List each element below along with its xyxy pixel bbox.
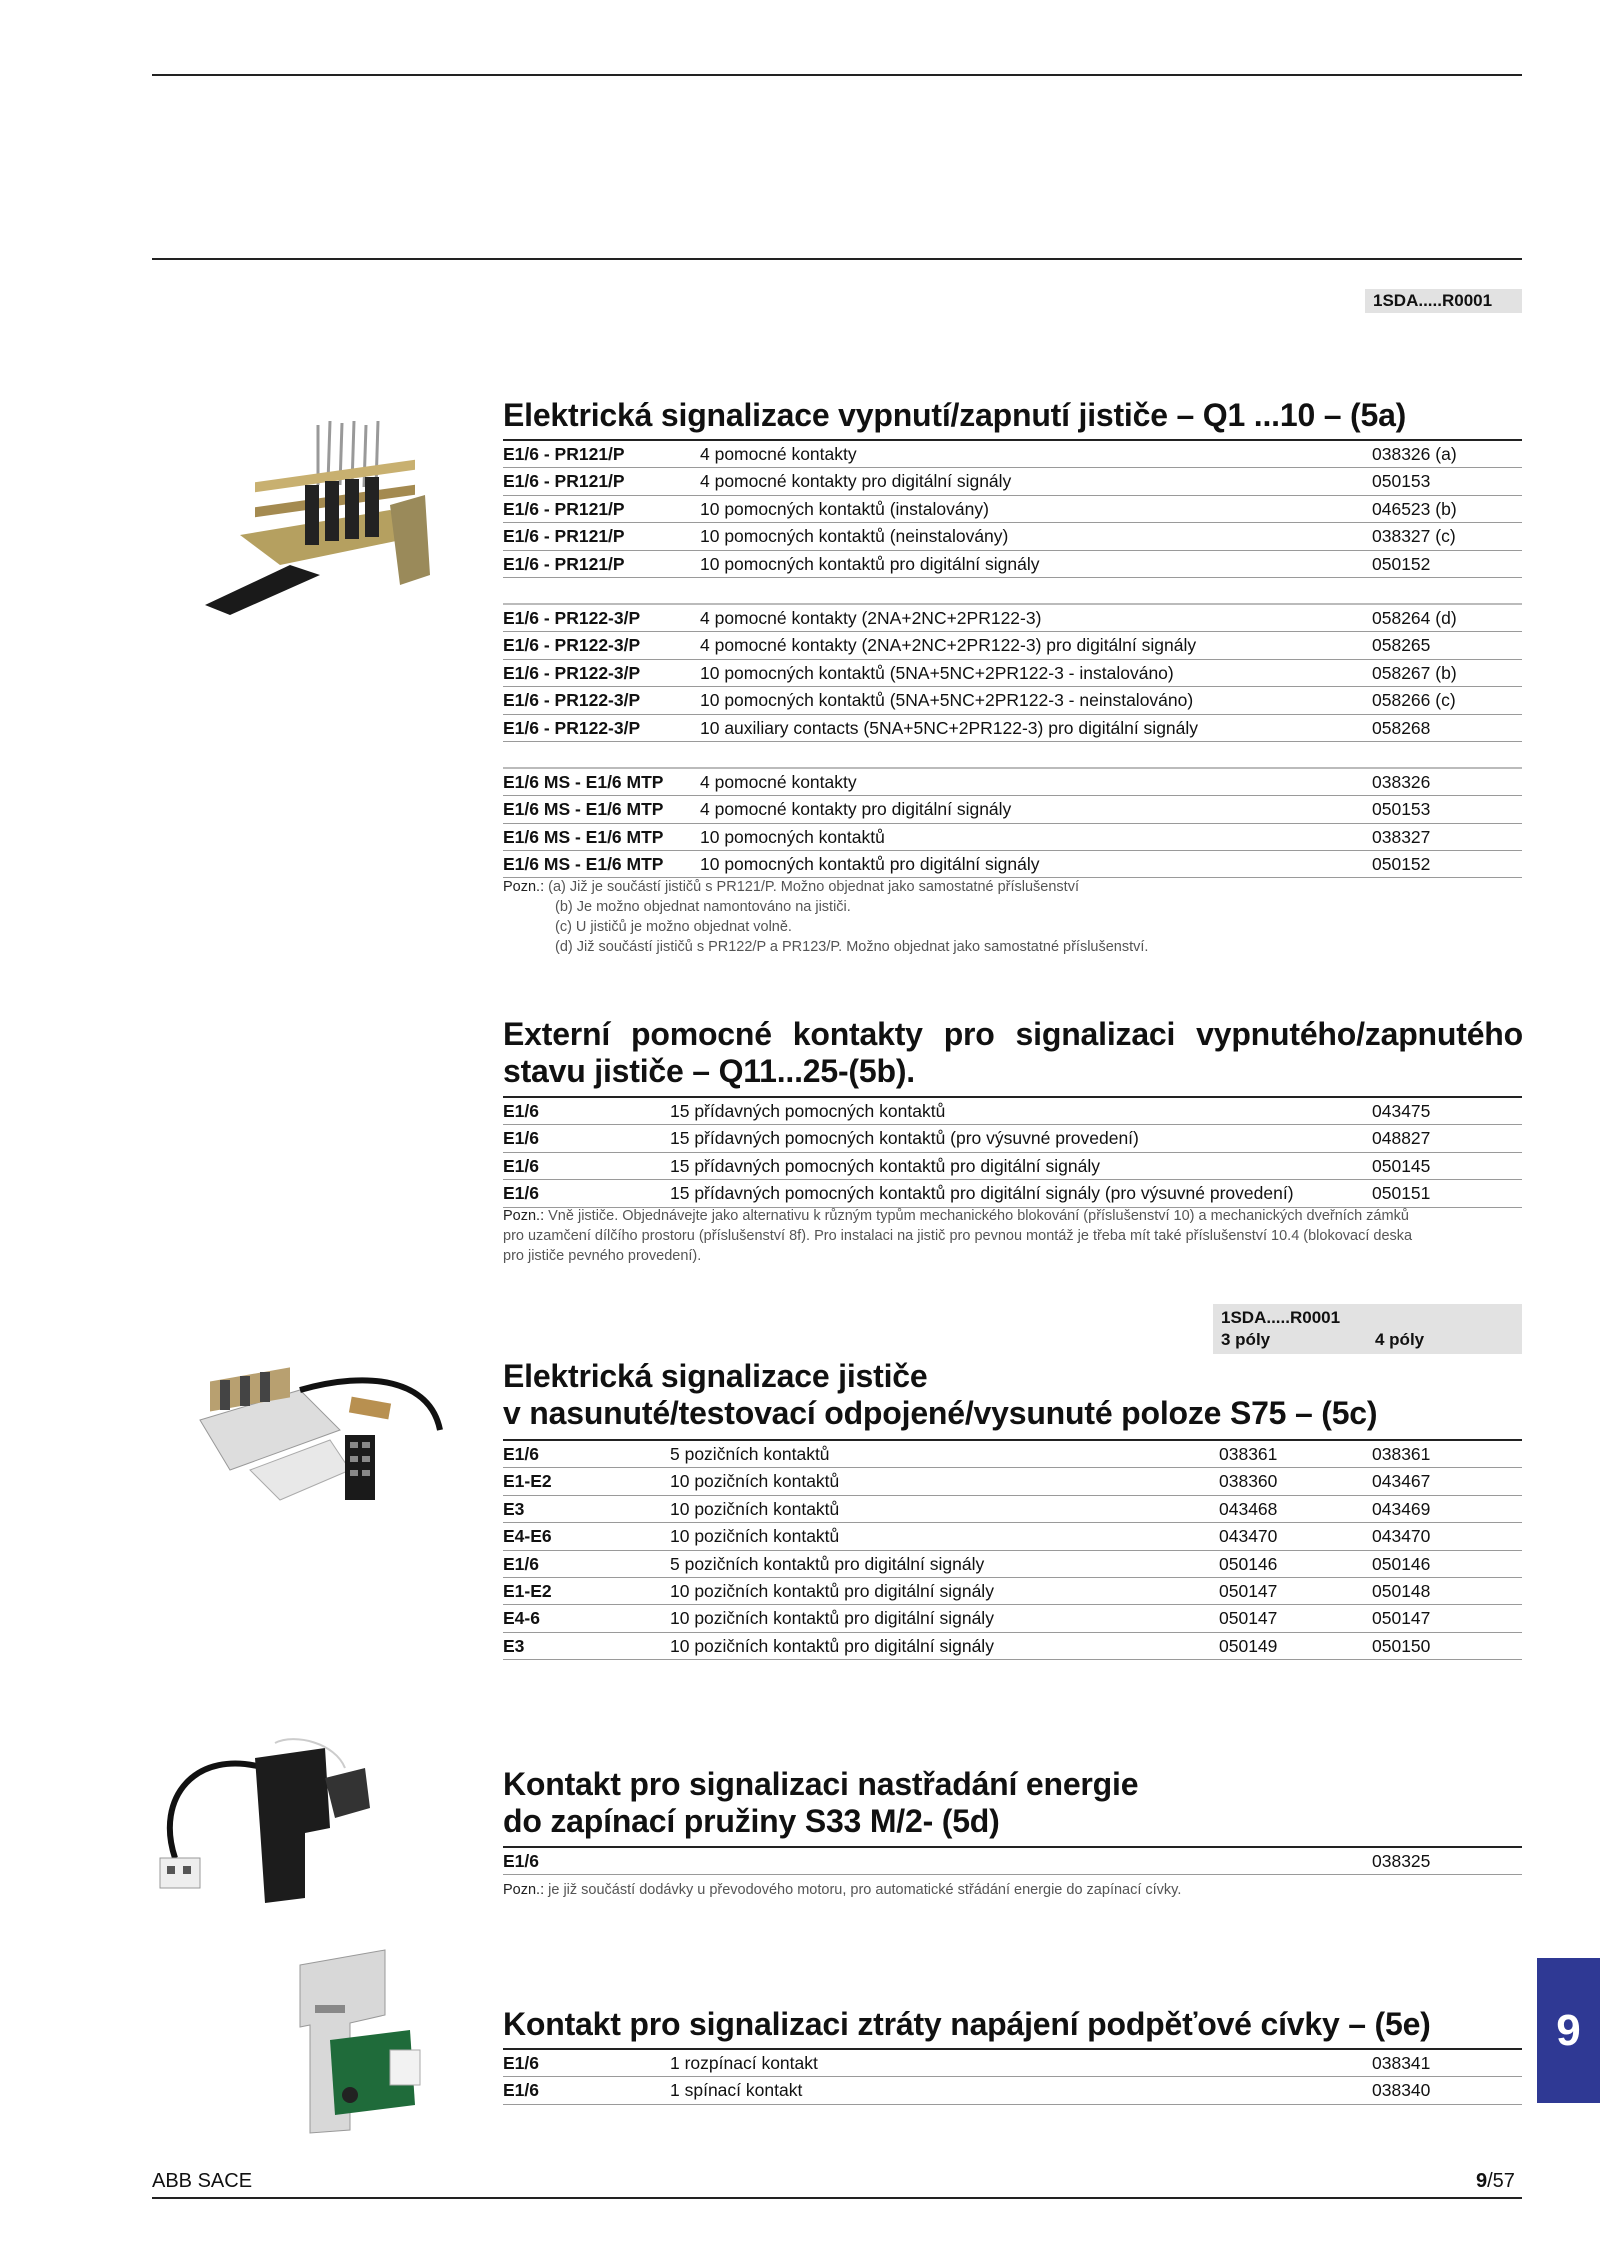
table-row: [503, 1180, 1522, 1207]
table-cell-model: E1/6 MS - E1/6 MTP: [503, 799, 664, 820]
section-5e-table: [503, 2048, 1522, 2105]
table-cell-description: 10 pomocných kontaktů (5NA+5NC+2PR122-3 - neinstalováno): [700, 690, 1194, 711]
section-5d-title-line1: Kontakt pro signalizaci nastřadání energie: [503, 1766, 1139, 1802]
table-cell-description: 10 pomocných kontaktů pro digitální signály: [700, 854, 1040, 875]
table-cell-code: 050147: [1219, 1580, 1278, 1601]
top-rule: [152, 74, 1522, 76]
note-line1: Vně jističe. Objednávejte jako alternativu k různým typům mechanického blokování (příslušenství 10) a mechanických dveřních zámků: [548, 1208, 1409, 1224]
note-label: Pozn.:: [503, 879, 545, 895]
table-row: [503, 1846, 1522, 1875]
note-a: (a) Již je součástí jističů s PR121/P. Možno objednat jako samostatné příslušenství: [548, 879, 1079, 895]
footer-page-number: [1476, 2170, 1515, 2193]
table-row: [503, 687, 1522, 714]
section-5a-title: Elektrická signalizace vypnutí/zapnutí jističe – Q1 ...10 – (5a): [503, 397, 1407, 433]
table-row: [503, 660, 1522, 687]
note-line3: pro jističe pevného provedení).: [503, 1248, 702, 1264]
table-row: [503, 439, 1522, 468]
table-cell-code: 038340: [1372, 2080, 1431, 2101]
section-5b-title-line2: stavu jističe – Q11...25-(5b).: [503, 1053, 915, 1089]
section-5a-notes: [503, 877, 1523, 957]
table-cell-model: E1-E2: [503, 1580, 552, 1601]
table-cell-model: E1/6 - PR121/P: [503, 498, 625, 519]
table-cell-code-4p: 043470: [1372, 1526, 1431, 1547]
table-cell-model: E1/6 - PR121/P: [503, 553, 625, 574]
table-cell-code-4p: 050148: [1372, 1580, 1431, 1601]
table-row: [503, 1551, 1522, 1578]
table-cell-code: 048827: [1372, 1128, 1431, 1149]
page-total: /57: [1487, 2170, 1515, 2192]
table-cell-description: 5 pozičních kontaktů: [670, 1444, 830, 1464]
note-line2: pro uzamčení dílčího prostoru (příslušenství 8f). Pro instalaci na jistič pro pevnou montáž je třeba mít také příslušenství 10.4 (blokovací deska: [503, 1228, 1413, 1244]
table-cell-code: 043470: [1219, 1526, 1278, 1547]
table-cell-model: E4-6: [503, 1608, 540, 1629]
table-cell-code: 050152: [1372, 553, 1431, 574]
table-cell-code: 038360: [1219, 1471, 1278, 1492]
table-cell-model: E1/6: [503, 1183, 539, 1204]
section-5c-code-header: [1213, 1304, 1522, 1354]
table-cell-code: 038325: [1372, 1851, 1431, 1871]
table-row: [503, 1496, 1522, 1523]
table-row: [503, 2077, 1522, 2104]
table-cell-description: 4 pomocné kontakty (2NA+2NC+2PR122-3): [700, 607, 1042, 628]
table-cell-code: 058267 (b): [1372, 662, 1457, 683]
section-5c-title-line1: Elektrická signalizace jističe: [503, 1358, 928, 1394]
table-row: [503, 1096, 1522, 1125]
table-row: [503, 1605, 1522, 1632]
table-row: [503, 523, 1522, 550]
table-cell-model: E1/6: [503, 2053, 539, 2073]
table-cell-code: 050151: [1372, 1183, 1431, 1204]
table-row: [503, 1633, 1522, 1660]
table-cell-code: 058264 (d): [1372, 607, 1457, 628]
section-5a-table: [503, 439, 1522, 878]
table-row: [503, 1125, 1522, 1152]
col-4-poles: 4 póly: [1375, 1330, 1425, 1349]
section-5d-title-line2: do zapínací pružiny S33 M/2- (5d): [503, 1803, 1000, 1839]
table-cell-description: 10 pozičních kontaktů: [670, 1498, 840, 1519]
table-cell-model: E1/6: [503, 1553, 539, 1574]
table-cell-code-4p: 050146: [1372, 1553, 1431, 1574]
section-5c-code: 1SDA.....R0001: [1221, 1308, 1341, 1327]
table-cell-description: 10 auxiliary contacts (5NA+5NC+2PR122-3) pro digitální signály: [700, 717, 1199, 738]
table-cell-code: 050152: [1372, 854, 1431, 875]
section-5b-title: [503, 1016, 1523, 1090]
table-cell-code: 038341: [1372, 2053, 1431, 2073]
table-cell-code-4p: 038361: [1372, 1444, 1431, 1464]
table-row: [503, 851, 1522, 878]
table-cell-description: 1 rozpínací kontakt: [670, 2053, 818, 2073]
table-cell-description: 10 pomocných kontaktů: [700, 826, 885, 847]
table-row: [503, 824, 1522, 851]
spring-charged-contact-image: [155, 1738, 375, 1908]
table-cell-description: 4 pomocné kontakty (2NA+2NC+2PR122-3) pro digitální signály: [700, 635, 1197, 656]
table-cell-code: 038326 (a): [1372, 444, 1457, 464]
note-label: Pozn.:: [503, 1208, 545, 1224]
table-row: [503, 1468, 1522, 1495]
section-5d-table: [503, 1846, 1522, 1875]
table-cell-code: 058266 (c): [1372, 690, 1456, 711]
note-d: (d) Již součástí jističů s PR122/P a PR123/P. Možno objednat jako samostatné příslušenství.: [555, 939, 1149, 955]
table-cell-description: 10 pozičních kontaktů pro digitální signály: [670, 1608, 994, 1629]
table-row: [503, 496, 1522, 523]
section-5c-table: [503, 1439, 1522, 1660]
position-contacts-image: [190, 1360, 470, 1510]
table-row: [503, 1153, 1522, 1180]
table-cell-description: 4 pomocné kontakty: [700, 771, 857, 792]
table-cell-description: 10 pozičních kontaktů: [670, 1526, 840, 1547]
table-cell-model: E1/6 - PR122-3/P: [503, 662, 641, 683]
section-5d-note: [503, 1880, 1523, 1900]
section-5c-title-line2: v nasunuté/testovací odpojené/vysunuté poloze S75 – (5c): [503, 1395, 1378, 1431]
table-cell-description: 4 pomocné kontakty: [700, 444, 857, 464]
table-cell-model: E1/6 - PR121/P: [503, 444, 625, 464]
table-cell-code: 050146: [1219, 1553, 1278, 1574]
chapter-tab: 9: [1537, 1958, 1600, 2103]
table-cell-code: 050145: [1372, 1155, 1431, 1176]
table-cell-model: E1/6 - PR122-3/P: [503, 607, 641, 628]
table-row: [503, 767, 1522, 796]
note-c: (c) U jističů je možno objednat volně.: [555, 919, 792, 935]
table-cell-model: E1/6: [503, 1101, 539, 1121]
table-cell-description: 10 pozičních kontaktů: [670, 1471, 840, 1492]
table-cell-description: 1 spínací kontakt: [670, 2080, 803, 2101]
table-cell-model: E1-E2: [503, 1471, 552, 1492]
table-cell-code: 050147: [1219, 1608, 1278, 1629]
table-cell-description: 10 pozičních kontaktů pro digitální signály: [670, 1580, 994, 1601]
note-label: Pozn.:: [503, 1882, 545, 1898]
table-row: [503, 603, 1522, 632]
auxiliary-contacts-image: [200, 415, 440, 615]
table-cell-description: 10 pomocných kontaktů pro digitální signály: [700, 553, 1040, 574]
table-cell-code-4p: 050147: [1372, 1608, 1431, 1629]
table-row: [503, 632, 1522, 659]
table-cell-description: 15 přídavných pomocných kontaktů pro digitální signály: [670, 1155, 1100, 1176]
table-cell-model: E3: [503, 1498, 525, 1519]
note-text: je již součástí dodávky u převodového motoru, pro automatické střádání energie do zapínací cívky.: [548, 1882, 1182, 1898]
table-row: [503, 796, 1522, 823]
order-code-header: 1SDA.....R0001: [1365, 289, 1522, 313]
table-cell-model: E1/6 - PR121/P: [503, 526, 625, 547]
undervoltage-contact-image: [290, 1945, 440, 2135]
table-cell-code: 038327: [1372, 826, 1431, 847]
table-cell-model: E4-E6: [503, 1526, 552, 1547]
section-5b-table: [503, 1096, 1522, 1208]
col-3-poles: 3 póly: [1221, 1330, 1271, 1349]
table-cell-model: E1/6 MS - E1/6 MTP: [503, 771, 664, 792]
page-chapter: 9: [1476, 2170, 1488, 2192]
table-cell-code: 038361: [1219, 1444, 1278, 1464]
table-cell-code: 038326: [1372, 771, 1431, 792]
table-cell-code: 058268: [1372, 717, 1431, 738]
section-5b-title-line1: Externí pomocné kontakty pro signalizaci vypnutého/zapnutého: [503, 1016, 1523, 1052]
table-cell-description: 10 pomocných kontaktů (5NA+5NC+2PR122-3 - instalováno): [700, 662, 1174, 683]
footer-brand: ABB SACE: [152, 2170, 253, 2192]
table-cell-model: E1/6: [503, 1444, 539, 1464]
table-row: [503, 1523, 1522, 1550]
table-cell-code-4p: 043469: [1372, 1498, 1431, 1519]
table-cell-model: E1/6: [503, 1128, 539, 1149]
table-cell-code: 058265: [1372, 635, 1431, 656]
table-cell-description: 4 pomocné kontakty pro digitální signály: [700, 799, 1012, 820]
table-cell-description: 5 pozičních kontaktů pro digitální signály: [670, 1553, 985, 1574]
section-5d-title: [503, 1766, 1523, 1840]
table-cell-model: E1/6: [503, 2080, 539, 2101]
table-cell-model: E1/6 - PR122-3/P: [503, 635, 641, 656]
table-cell-model: E1/6: [503, 1155, 539, 1176]
table-cell-code: 050153: [1372, 471, 1431, 492]
table-cell-description: 10 pomocných kontaktů (instalovány): [700, 498, 989, 519]
table-cell-code: 050153: [1372, 799, 1431, 820]
table-cell-model: E1/6 - PR122-3/P: [503, 690, 641, 711]
table-cell-description: 15 přídavných pomocných kontaktů (pro výsuvné provedení): [670, 1128, 1139, 1149]
table-row: [503, 2048, 1522, 2077]
table-cell-model: E1/6 - PR122-3/P: [503, 717, 641, 738]
table-cell-code: 043468: [1219, 1498, 1278, 1519]
table-cell-model: E1/6 - PR121/P: [503, 471, 625, 492]
table-cell-description: 15 přídavných pomocných kontaktů pro digitální signály (pro výsuvné provedení): [670, 1183, 1294, 1204]
section-5e-title: Kontakt pro signalizaci ztráty napájení podpěťové cívky – (5e): [503, 2006, 1431, 2042]
table-row: [503, 551, 1522, 578]
table-cell-code: 050149: [1219, 1635, 1278, 1656]
footer-rule: [152, 2197, 1522, 2199]
table-cell-code: 038327 (c): [1372, 526, 1456, 547]
table-row: [503, 1578, 1522, 1605]
table-cell-description: 4 pomocné kontakty pro digitální signály: [700, 471, 1012, 492]
table-cell-code-4p: 050150: [1372, 1635, 1431, 1656]
table-row: [503, 715, 1522, 742]
note-b: (b) Je možno objednat namontováno na jističi.: [555, 899, 851, 915]
header-rule: [152, 258, 1522, 260]
section-5b-note: [503, 1206, 1523, 1266]
table-cell-model: E3: [503, 1635, 525, 1656]
table-row: [503, 468, 1522, 495]
table-cell-description: 10 pomocných kontaktů (neinstalovány): [700, 526, 1009, 547]
table-cell-model: E1/6 MS - E1/6 MTP: [503, 854, 664, 875]
table-row: [503, 1439, 1522, 1468]
table-cell-model: E1/6 MS - E1/6 MTP: [503, 826, 664, 847]
table-cell-description: 15 přídavných pomocných kontaktů: [670, 1101, 946, 1121]
table-cell-code: 046523 (b): [1372, 498, 1457, 519]
table-cell-model: E1/6: [503, 1851, 539, 1871]
table-cell-code: 043475: [1372, 1101, 1431, 1121]
table-cell-code-4p: 043467: [1372, 1471, 1431, 1492]
table-cell-description: 10 pozičních kontaktů pro digitální signály: [670, 1635, 994, 1656]
section-5c-title: [503, 1358, 1523, 1432]
